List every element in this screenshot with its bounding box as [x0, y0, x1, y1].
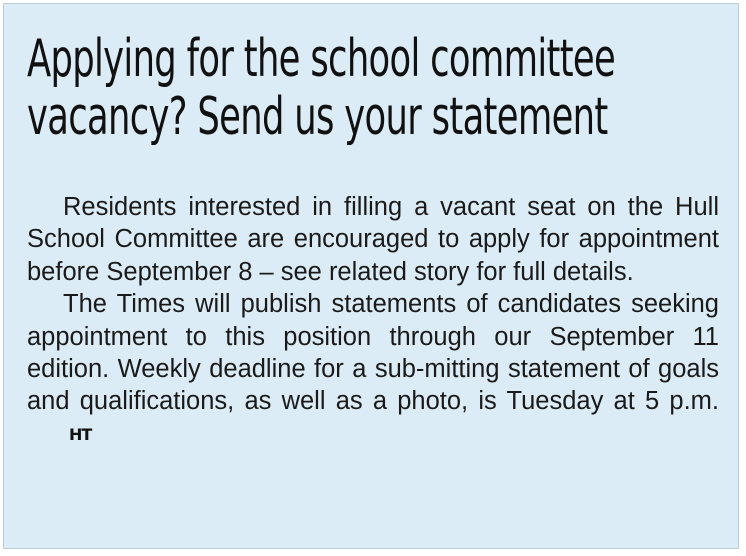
paragraph-1 [27, 191, 719, 288]
paragraph-2 [27, 288, 719, 451]
headline-line-2: vacancy? Send us your statement [27, 87, 608, 147]
end-mark-logo: HT [69, 424, 92, 444]
headline [27, 30, 746, 146]
article-body [27, 191, 719, 451]
paragraph-2-text: The Times will publish statements of candidates seeking appointment to this position through our September 11 edition. Weekly deadline for a sub-mitting statement of goals and qualifications, as well as a photo, is Tuesday at 5 p.m. [27, 290, 719, 416]
headline-line-1: Applying for the school committee [27, 29, 616, 89]
paragraph-1-text: Residents interested in filling a vacant seat on the Hull School Committee are encouraged to apply for appointment before September 8 – see related story for full details. [27, 193, 719, 286]
